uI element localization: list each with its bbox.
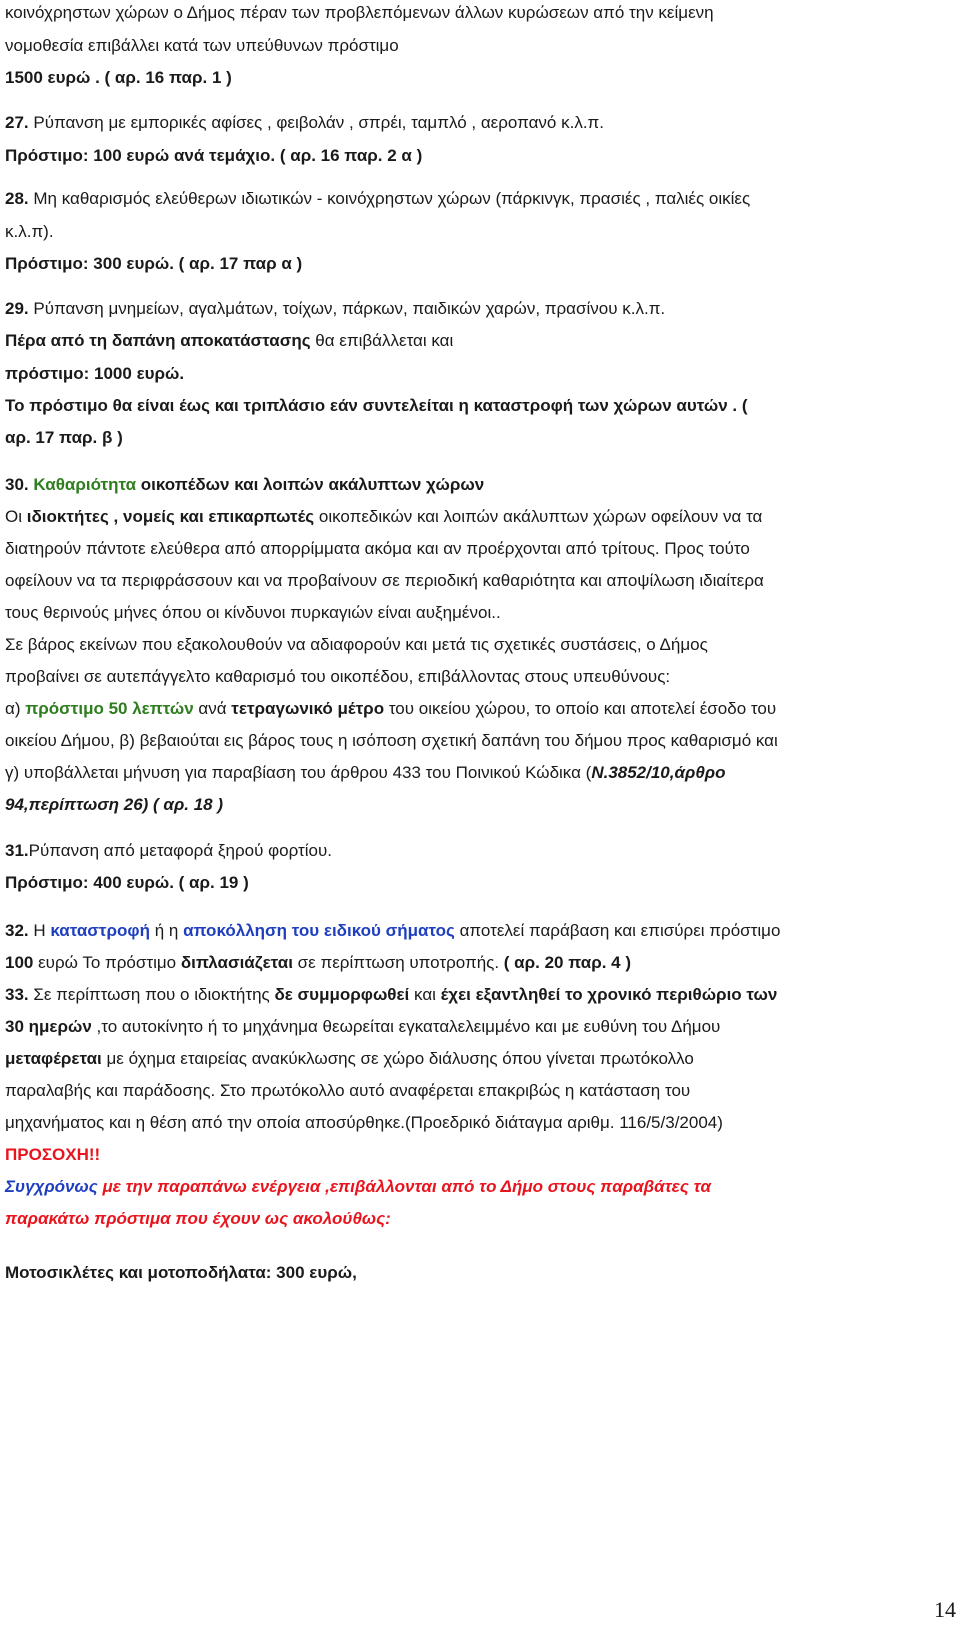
text-line xyxy=(5,952,631,974)
text-span: Ρύπανση με εμπορικές αφίσες , φειβολάν , σπρέι, ταμπλό , αεροπανό κ.λ.π. xyxy=(28,113,605,132)
text-span: Πρόστιμο: 300 ευρώ. ( αρ. 17 παρ α ) xyxy=(5,254,303,273)
text-line xyxy=(5,1016,720,1038)
text-line xyxy=(5,35,399,57)
text-span: Το πρόστιμο θα είναι έως και τριπλάσιο εάν συντελείται η καταστροφή των χώρων αυτών . ( xyxy=(5,396,748,415)
text-line xyxy=(5,570,764,592)
text-span: αρ. 17 παρ. β ) xyxy=(5,428,123,447)
text-span: παρακάτω πρόστιμα που έχουν ως ακολούθως: xyxy=(5,1209,391,1228)
text-span: οικοπεδικών και λοιπών ακάλυπτων χώρων οφείλουν να τα xyxy=(314,507,763,526)
text-span: διατηρούν πάντοτε ελεύθερα από απορρίμματα ακόμα και αν προέρχονται από τρίτους. Προς τούτο xyxy=(5,539,750,558)
text-line xyxy=(5,762,725,784)
text-span: 28. xyxy=(5,189,29,208)
text-span: νομοθεσία επιβάλλει κατά των υπεύθυνων πρόστιμο xyxy=(5,36,399,55)
text-line xyxy=(5,506,762,528)
text-span: 30 ημερών xyxy=(5,1017,92,1036)
text-line xyxy=(5,188,750,210)
text-line xyxy=(5,1112,723,1134)
text-line xyxy=(5,730,778,752)
text-span: 30. xyxy=(5,475,29,494)
text-span: οικείου Δήμου, β) βεβαιούται εις βάρος τους η ισόποση σχετική δαπάνη του δήμου προς καθαρισμό και xyxy=(5,731,778,750)
text-span: N.3852/10,άρθρο xyxy=(591,763,726,782)
text-span: ανά xyxy=(193,699,232,718)
text-span: θα επιβάλλεται και xyxy=(310,331,454,350)
text-line xyxy=(5,1144,100,1166)
text-span: διπλασιάζεται xyxy=(180,953,293,972)
text-span: 31. xyxy=(5,841,29,860)
text-line xyxy=(5,395,748,417)
page-number: 14 xyxy=(934,1597,956,1622)
text-line xyxy=(5,67,232,89)
text-span: μηχανήματος και η θέση από την οποία αποσύρθηκε.(Προεδρικό διάταγμα αριθμ. 116/5/3/2004) xyxy=(5,1113,723,1132)
text-span: 33. xyxy=(5,985,29,1004)
text-span: Η xyxy=(28,921,51,940)
text-span: πρόστιμο: 1000 ευρώ. xyxy=(5,364,185,383)
text-span: αποκόλληση του ειδικού σήματος xyxy=(183,921,455,940)
text-span: του οικείου χώρου, το οποίο και αποτελεί έσοδο του xyxy=(384,699,777,718)
text-span: Μη καθαρισμός ελεύθερων ιδιωτικών - κοινόχρηστων χώρων (πάρκινγκ, πρασιές , παλιές οικίες xyxy=(28,189,751,208)
text-span: 29. xyxy=(5,299,29,318)
text-line xyxy=(5,474,484,496)
text-span: Καθαριότητα xyxy=(28,475,137,494)
text-span: αποτελεί παράβαση και επισύρει πρόστιμο xyxy=(454,921,781,940)
text-span: Ρύπανση μνημείων, αγαλμάτων, τοίχων, πάρκων, παιδικών χαρών, πρασίνου κ.λ.π. xyxy=(28,299,666,318)
text-span: τους θερινούς μήνες όπου οι κίνδυνοι πυρκαγιών είναι αυξημένοι.. xyxy=(5,603,501,622)
text-line xyxy=(5,2,714,24)
text-span: ( αρ. 20 παρ. 4 ) xyxy=(503,953,632,972)
text-line xyxy=(5,840,332,862)
text-span: Οι xyxy=(5,507,27,526)
text-span: σε περίπτωση υποτροπής. xyxy=(292,953,504,972)
text-line xyxy=(5,1176,711,1198)
text-span: καταστροφή xyxy=(50,921,150,940)
text-line xyxy=(5,221,54,243)
text-span: 27. xyxy=(5,113,29,132)
text-span: με όχημα εταιρείας ανακύκλωσης σε χώρο διάλυσης όπου γίνεται πρωτόκολλο xyxy=(101,1049,694,1068)
text-span: τετραγωνικό μέτρο xyxy=(231,699,385,718)
text-span: ,το αυτοκίνητο ή το μηχάνημα θεωρείται εγκαταλελειμμένο και με ευθύνη του Δήμου xyxy=(91,1017,721,1036)
text-line xyxy=(5,920,780,942)
text-span: δε συμμορφωθεί xyxy=(274,985,410,1004)
text-line xyxy=(5,1262,357,1284)
text-span: ΠΡΟΣΟΧΗ!! xyxy=(5,1145,101,1164)
text-span: Ρύπανση από μεταφορά ξηρού φορτίου. xyxy=(28,841,332,860)
text-span: και xyxy=(409,985,441,1004)
text-span: μεταφέρεται xyxy=(5,1049,102,1068)
text-span: Πρόστιμο: 400 ευρώ. ( αρ. 19 ) xyxy=(5,873,249,892)
text-span: 32. xyxy=(5,921,29,940)
text-span: οικοπέδων και λοιπών ακάλυπτων χώρων xyxy=(136,475,485,494)
text-line xyxy=(5,1080,690,1102)
text-line xyxy=(5,253,302,275)
text-line xyxy=(5,298,665,320)
text-span: 94,περίπτωση 26) ( αρ. 18 ) xyxy=(5,795,224,814)
text-span: Μοτοσικλέτες και μοτοποδήλατα: 300 ευρώ, xyxy=(5,1263,357,1282)
text-span: ή η xyxy=(149,921,184,940)
text-span: οφείλουν να τα περιφράσσουν και να προβαίνουν σε περιοδική καθαριότητα και αποψίλωση ιδιαίτερα xyxy=(5,571,764,590)
text-line xyxy=(5,538,750,560)
text-span: με την παραπάνω ενέργεια ,επιβάλλονται από το Δήμο στους παραβάτες τα xyxy=(97,1177,712,1196)
text-span: πρόστιμο 50 λεπτών xyxy=(25,699,194,718)
text-span: Πέρα από τη δαπάνη αποκατάστασης xyxy=(5,331,311,350)
text-span: ιδιοκτήτες , νομείς και επικαρπωτές xyxy=(26,507,315,526)
text-span: γ) υποβάλλεται μήνυση για παραβίαση του άρθρου 433 του Ποινικού Κώδικα ( xyxy=(5,763,592,782)
text-span: Σε βάρος εκείνων που εξακολουθούν να αδιαφορούν και μετά τις σχετικές συστάσεις, ο Δήμος xyxy=(5,635,708,654)
text-span: κ.λ.π). xyxy=(5,222,54,241)
text-span: 1500 ευρώ . ( αρ. 16 παρ. 1 ) xyxy=(5,68,232,87)
text-line xyxy=(5,1208,391,1230)
text-line xyxy=(5,1048,694,1070)
text-span: προβαίνει σε αυτεπάγγελτο καθαρισμό του οικοπέδου, επιβάλλοντας στους υπευθύνους: xyxy=(5,667,671,686)
text-line xyxy=(5,112,604,134)
text-line xyxy=(5,634,708,656)
text-span: Πρόστιμο: 100 ευρώ ανά τεμάχιο. ( αρ. 16 παρ. 2 α ) xyxy=(5,146,423,165)
text-line xyxy=(5,330,453,352)
text-line xyxy=(5,794,223,816)
text-span: κοινόχρηστων χώρων ο Δήμος πέραν των προβλεπόμενων άλλων κυρώσεων από την κείμενη xyxy=(5,3,714,22)
text-line xyxy=(5,984,777,1006)
text-span: παραλαβής και παράδοσης. Στο πρωτόκολλο αυτό αναφέρεται επακριβώς η κατάσταση του xyxy=(5,1081,691,1100)
text-line xyxy=(5,666,670,688)
text-span: Σε περίπτωση που ο ιδιοκτήτης xyxy=(28,985,275,1004)
text-line xyxy=(5,698,776,720)
text-span: ευρώ Το πρόστιμο xyxy=(33,953,181,972)
text-span: 100 xyxy=(5,953,34,972)
text-line xyxy=(5,602,501,624)
text-line xyxy=(5,145,422,167)
text-line xyxy=(5,872,249,894)
text-span: α) xyxy=(5,699,26,718)
text-line xyxy=(5,427,123,449)
text-span: Συγχρόνως xyxy=(5,1177,98,1196)
text-line xyxy=(5,363,184,385)
text-span: έχει εξαντληθεί το χρονικό περιθώριο των xyxy=(440,985,778,1004)
